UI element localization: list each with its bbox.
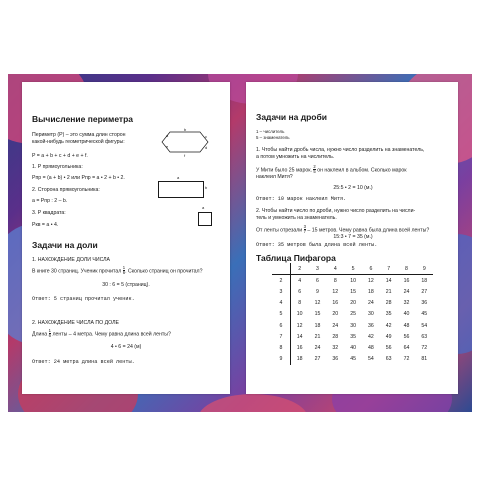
- table-cell: 18: [421, 277, 428, 284]
- part-of-number-problem: [32, 266, 202, 276]
- cover-flower: [198, 394, 308, 412]
- table-cell: 49: [385, 333, 392, 340]
- fraction-denominator: 6: [48, 333, 51, 339]
- table-row-header-cell: 3: [272, 286, 290, 297]
- table-cell: 24: [403, 288, 410, 295]
- fraction-denominator: 5: [313, 169, 316, 175]
- rect-label-b: b: [205, 185, 208, 190]
- table-row: [272, 298, 433, 309]
- square-perimeter-formula: Pкв = a • 4.: [32, 222, 59, 228]
- side-label-e: e: [166, 144, 169, 149]
- fractions-parts-title: Задачи на доли: [32, 240, 98, 250]
- table-row-header-cell: 8: [272, 342, 290, 353]
- table-cell: 25: [350, 311, 356, 318]
- fraction-rule2-line2: тель и умножить на знаменатель.: [256, 215, 337, 221]
- side-label-c: c: [205, 134, 207, 139]
- table-cell: 4: [298, 277, 302, 284]
- table-row: [272, 354, 433, 365]
- table-cell: 28: [332, 333, 339, 340]
- fraction-numerator: 3: [303, 224, 306, 229]
- table-cell: 15: [350, 288, 356, 295]
- numerator-label: 1 – числитель: [256, 129, 285, 134]
- table-cell: 12: [367, 277, 374, 284]
- table-cell: 40: [350, 344, 356, 351]
- fraction-problem1-text-b: он наклеил в альбом. Сколько марок: [317, 167, 407, 174]
- table-header-cell: [272, 263, 290, 275]
- fraction-problem2-text-a: От ленты отрезали: [256, 227, 303, 234]
- table-row: [272, 320, 433, 331]
- table-row: [272, 275, 433, 287]
- table-cell: 9: [316, 288, 319, 295]
- denominator-label: 5 – знаменатель: [256, 135, 290, 140]
- fraction-problem1-line2: наклеил Митя?: [256, 174, 293, 180]
- perimeter-title: Вычисление периметра: [32, 114, 134, 124]
- table-row-header-cell: 4: [272, 298, 290, 309]
- table-cell: 16: [296, 344, 303, 351]
- table-row-header-cell: 7: [272, 331, 290, 342]
- fraction: [49, 329, 51, 339]
- table-cell: 21: [385, 288, 392, 295]
- table-header-cell: 5: [344, 263, 362, 275]
- table-cell: 14: [296, 333, 303, 340]
- table-row: [272, 309, 433, 320]
- table-cell: 14: [385, 277, 392, 284]
- table-cell: 54: [421, 322, 428, 329]
- fraction-denominator: 7: [303, 229, 306, 235]
- table-cell: 10: [350, 277, 356, 284]
- square-label-a: a: [202, 205, 205, 210]
- rectangle-perimeter-formula: Pпр = (a + b) • 2 или Pпр = a • 2 + b • 2.: [32, 175, 125, 181]
- part-of-number-answer: Ответ: 5 страниц прочитал ученик.: [32, 296, 135, 302]
- number-by-part-problem: [32, 329, 171, 339]
- table-cell: 48: [403, 322, 410, 329]
- table-cell: 21: [314, 333, 321, 340]
- table-cell: 12: [296, 322, 303, 329]
- table-cell: 8: [298, 300, 302, 307]
- rectangle-perimeter-heading: 1. P прямоугольника:: [32, 164, 83, 170]
- part-of-number-text-b: . Сколько страниц он прочитал?: [125, 268, 203, 275]
- table-row: [272, 331, 433, 342]
- table-cell: 81: [421, 356, 428, 363]
- fraction-rule2-line1: 2. Чтобы найти число по дроби, нужно число разделить на числи-: [256, 208, 416, 214]
- square-perimeter-heading: 3. P квадрата:: [32, 210, 66, 216]
- table-header-cell: 2: [290, 263, 308, 275]
- number-by-part-heading: 2. НАХОЖДЕНИЕ ЧИСЛА ПО ДОЛЕ: [32, 320, 119, 326]
- table-cell: 15: [314, 311, 321, 318]
- table-cell: 20: [332, 311, 339, 318]
- fraction-denominator: 6: [122, 270, 126, 276]
- part-of-number-heading: 1. НАХОЖДЕНИЕ ДОЛИ ЧИСЛА: [32, 257, 111, 263]
- table-header-cell: 8: [398, 263, 416, 275]
- table-cell: 28: [385, 300, 392, 307]
- table-cell: 72: [421, 344, 428, 351]
- table-cell: 24: [314, 344, 321, 351]
- square-figure: [198, 212, 212, 226]
- rectangle-side-formula: a = Pпр : 2 – b.: [32, 198, 68, 204]
- table-cell: 10: [296, 311, 303, 318]
- table-cell: 56: [385, 344, 392, 351]
- table-cell: 63: [385, 356, 392, 363]
- fraction-numerator: 1: [48, 328, 51, 333]
- table-cell: 27: [314, 356, 321, 363]
- perimeter-definition-line1: Периметр (P) – это сумма длин сторон: [32, 132, 126, 138]
- table-cell: 18: [367, 288, 374, 295]
- table-cell: 8: [333, 277, 337, 284]
- table-cell: 42: [367, 333, 374, 340]
- table-cell: 24: [332, 322, 339, 329]
- number-by-part-answer: Ответ: 24 метра длина всей ленты.: [32, 359, 135, 365]
- rectangle-figure: [158, 181, 204, 198]
- table-cell: 48: [367, 344, 374, 351]
- table-cell: 16: [332, 300, 339, 307]
- table-cell: 64: [403, 344, 410, 351]
- table-header-cell: 4: [326, 263, 344, 275]
- table-row: [272, 342, 433, 353]
- table-cell: 24: [367, 300, 374, 307]
- table-row-header-cell: 2: [272, 275, 290, 287]
- side-label-b: b: [184, 127, 187, 132]
- table-cell: 18: [296, 356, 303, 363]
- number-by-part-text-b: ленты – 4 метра. Чему равна длина всей ленты?: [52, 331, 171, 338]
- rect-label-a: a: [177, 175, 180, 180]
- table-cell: 30: [350, 322, 356, 329]
- table-header-row: [272, 263, 433, 275]
- fraction: [313, 165, 315, 175]
- table-cell: 45: [350, 356, 356, 363]
- table-cell: 12: [314, 300, 321, 307]
- table-cell: 18: [314, 322, 321, 329]
- table-cell: 30: [367, 311, 374, 318]
- table-cell: 6: [316, 277, 319, 284]
- table-header-cell: 3: [309, 263, 327, 275]
- pythagoras-table: [272, 263, 433, 365]
- table-cell: 36: [421, 300, 428, 307]
- table-cell: 20: [350, 300, 356, 307]
- rectangle-side-heading: 2. Сторона прямоугольника:: [32, 187, 100, 193]
- fraction-problem1-text-a: У Мити было 25 марок.: [256, 167, 312, 174]
- table-cell: 16: [403, 277, 410, 284]
- fraction-rule1-line2: а потом умножить на числитель.: [256, 154, 335, 160]
- number-by-part-text-a: Длина: [32, 331, 48, 338]
- table-cell: 6: [298, 288, 302, 295]
- pythagoras-table-title: Таблица Пифагора: [256, 253, 336, 263]
- table-body: [272, 275, 433, 365]
- table-cell: 42: [385, 322, 392, 329]
- perimeter-formula: P = a + b + c + d + e + f.: [32, 153, 88, 159]
- number-by-part-calculation: 4 • 6 = 24 (м): [110, 344, 142, 350]
- table-cell: 27: [421, 288, 428, 295]
- fraction-problem2-calculation: 15:3 • 7 = 35 (м.): [333, 234, 373, 240]
- table-row-header-cell: 5: [272, 309, 290, 320]
- table-row: [272, 286, 433, 297]
- fraction-problems-title: Задачи на дроби: [256, 112, 327, 122]
- table-header-cell: 7: [380, 263, 398, 275]
- table-header-cell: 9: [415, 263, 433, 275]
- fraction-problem1-calculation: 25:5 • 2 = 10 (м.): [333, 185, 373, 191]
- table-cell: 12: [332, 288, 339, 295]
- table-row-header-cell: 6: [272, 320, 290, 331]
- table-cell: 56: [403, 333, 410, 340]
- table-cell: 63: [421, 333, 428, 340]
- table-cell: 40: [403, 311, 410, 318]
- fraction-numerator: 1: [122, 265, 126, 270]
- table-cell: 32: [403, 300, 410, 307]
- table-cell: 36: [367, 322, 374, 329]
- fraction-rule1-line1: 1. Чтобы найти дробь числа, нужно число разделить на знаменатель,: [256, 147, 425, 153]
- table-header-cell: 6: [362, 263, 380, 275]
- perimeter-definition-line2: какой-нибудь геометрической фигуры:: [32, 139, 125, 145]
- part-of-number-calculation: 30 : 6 = 5 (страниц).: [102, 282, 150, 288]
- table-cell: 36: [332, 356, 339, 363]
- table-cell: 54: [367, 356, 374, 363]
- table-cell: 35: [350, 333, 356, 340]
- fraction-problem1-answer: Ответ: 10 марок наклеил Митя.: [256, 196, 347, 202]
- table-row-header-cell: 9: [272, 354, 290, 365]
- table-cell: 72: [403, 356, 410, 363]
- fraction-problem2-answer: Ответ: 35 метров была длина всей ленты.: [256, 242, 378, 248]
- table-cell: 32: [332, 344, 339, 351]
- part-of-number-text-a: В книге 30 страниц. Ученик прочитал: [32, 268, 122, 275]
- table-cell: 45: [421, 311, 428, 318]
- fraction-problem2-text-b: – 15 метров. Чему равна была длина всей ленты?: [307, 227, 430, 234]
- table-cell: 35: [385, 311, 392, 318]
- side-label-f: f: [184, 153, 186, 158]
- side-label-a: a: [166, 133, 169, 138]
- fraction-numerator: 2: [313, 164, 316, 169]
- side-label-d: d: [205, 145, 208, 150]
